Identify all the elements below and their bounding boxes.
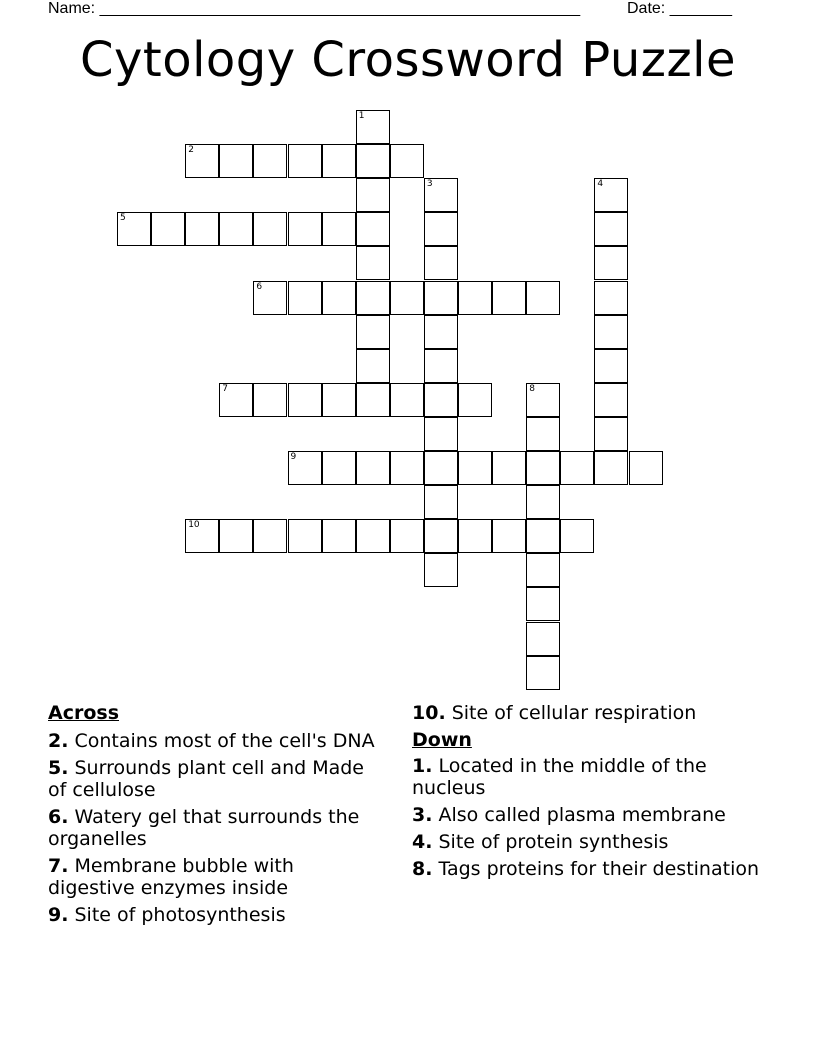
- crossword-cell[interactable]: [356, 383, 390, 417]
- date-field-label[interactable]: Date: _______: [627, 0, 732, 17]
- crossword-cell[interactable]: [526, 519, 560, 553]
- crossword-cell[interactable]: [424, 451, 458, 485]
- crossword-cell[interactable]: [390, 144, 424, 178]
- clues-column-left: [48, 702, 378, 931]
- cell-number: 1: [358, 111, 365, 121]
- crossword-cell[interactable]: [594, 281, 628, 315]
- crossword-cell[interactable]: [390, 383, 424, 417]
- crossword-cell[interactable]: [526, 451, 560, 485]
- crossword-cell[interactable]: [288, 212, 322, 246]
- crossword-cell[interactable]: [594, 383, 628, 417]
- crossword-cell[interactable]: [390, 281, 424, 315]
- crossword-cell[interactable]: [322, 451, 356, 485]
- crossword-cell[interactable]: [526, 587, 560, 621]
- cell-number: 4: [597, 179, 604, 190]
- crossword-cell[interactable]: [424, 281, 458, 315]
- crossword-cell[interactable]: [185, 144, 219, 178]
- clue-across-10: [412, 702, 762, 724]
- cell-number: 8: [529, 383, 535, 394]
- crossword-cell[interactable]: [458, 519, 492, 553]
- crossword-cell[interactable]: [288, 383, 322, 417]
- cell-number: 5: [120, 213, 126, 224]
- clue-down-1: [412, 755, 762, 799]
- cell-number: 9: [290, 452, 297, 462]
- crossword-cell[interactable]: [526, 417, 560, 451]
- crossword-cell[interactable]: [322, 144, 356, 178]
- across-heading: Across: [48, 702, 120, 724]
- cell-number: 10: [188, 520, 200, 531]
- clue-across-6: [48, 806, 378, 850]
- crossword-cell[interactable]: [288, 281, 322, 315]
- clue-text: Site of photosynthesis: [74, 904, 286, 926]
- clue-number: 6.: [48, 806, 69, 828]
- crossword-cell[interactable]: [424, 212, 458, 246]
- crossword-cell[interactable]: [594, 315, 628, 349]
- crossword-cell[interactable]: [288, 144, 322, 178]
- crossword-cell[interactable]: [253, 144, 287, 178]
- crossword-cell[interactable]: [253, 519, 287, 553]
- crossword-cell[interactable]: [390, 519, 424, 553]
- crossword-cell[interactable]: [185, 212, 219, 246]
- crossword-cell[interactable]: [356, 451, 390, 485]
- clue-across-5: [48, 757, 378, 801]
- crossword-cell[interactable]: [356, 110, 390, 144]
- clue-number: 3.: [412, 804, 433, 826]
- crossword-cell[interactable]: [526, 656, 560, 690]
- crossword-cell[interactable]: [492, 281, 526, 315]
- clue-text: Watery gel that surrounds the organelles: [48, 806, 360, 850]
- crossword-cell[interactable]: [219, 383, 253, 417]
- clue-across-7: [48, 855, 378, 899]
- crossword-cell[interactable]: [458, 451, 492, 485]
- cell-number: 2: [188, 145, 194, 156]
- crossword-cell[interactable]: [356, 178, 390, 212]
- crossword-cell[interactable]: [424, 485, 458, 519]
- crossword-cell[interactable]: [322, 383, 356, 417]
- cell-number: 7: [222, 383, 229, 394]
- crossword-cell[interactable]: [526, 281, 560, 315]
- crossword-cell[interactable]: [594, 246, 628, 280]
- crossword-cell[interactable]: [288, 519, 322, 553]
- name-field-label[interactable]: Name: ______________________________________________________: [48, 0, 581, 17]
- crossword-cell[interactable]: [424, 349, 458, 383]
- crossword-cell[interactable]: [424, 315, 458, 349]
- crossword-cell[interactable]: [356, 246, 390, 280]
- clue-text: Tags proteins for their destination: [438, 858, 760, 880]
- clue-number: 1.: [412, 755, 433, 777]
- crossword-cell[interactable]: [492, 451, 526, 485]
- crossword-cell[interactable]: [526, 553, 560, 587]
- clue-number: 5.: [48, 757, 69, 779]
- clue-text: Surrounds plant cell and Made of cellulose: [48, 757, 364, 801]
- crossword-cell[interactable]: [356, 144, 390, 178]
- clue-number: 4.: [412, 831, 433, 853]
- crossword-cell[interactable]: [424, 417, 458, 451]
- crossword-cell[interactable]: [253, 383, 287, 417]
- clues-column-right: [412, 702, 762, 885]
- crossword-cell[interactable]: [356, 315, 390, 349]
- crossword-cell[interactable]: [356, 519, 390, 553]
- clue-across-2: [48, 730, 378, 752]
- crossword-cell[interactable]: [424, 246, 458, 280]
- crossword-cell[interactable]: [560, 519, 594, 553]
- crossword-cell[interactable]: [356, 349, 390, 383]
- crossword-cell[interactable]: [458, 281, 492, 315]
- clue-across-9: [48, 904, 378, 926]
- crossword-cell[interactable]: [526, 622, 560, 656]
- clue-number: 9.: [48, 904, 69, 926]
- cell-number: 3: [426, 179, 433, 190]
- crossword-cell[interactable]: [253, 212, 287, 246]
- crossword-cell[interactable]: [424, 383, 458, 417]
- crossword-cell[interactable]: [594, 349, 628, 383]
- crossword-cell[interactable]: [356, 212, 390, 246]
- crossword-cell[interactable]: [424, 553, 458, 587]
- crossword-cell[interactable]: [288, 451, 322, 485]
- crossword-cell[interactable]: [594, 178, 628, 212]
- clue-text: Site of cellular respiration: [451, 702, 697, 724]
- crossword-cell[interactable]: [356, 281, 390, 315]
- clue-number: 7.: [48, 855, 69, 877]
- crossword-cell[interactable]: [322, 281, 356, 315]
- crossword-cell[interactable]: [492, 519, 526, 553]
- clue-text: Site of protein synthesis: [438, 831, 669, 853]
- crossword-cell[interactable]: [219, 519, 253, 553]
- clue-number: 2.: [48, 730, 69, 752]
- crossword-cell[interactable]: [424, 178, 458, 212]
- clue-text: Membrane bubble with digestive enzymes inside: [48, 855, 294, 899]
- crossword-cell[interactable]: [219, 212, 253, 246]
- down-heading: Down: [412, 729, 472, 751]
- crossword-cell[interactable]: [253, 281, 287, 315]
- crossword-cell[interactable]: [322, 519, 356, 553]
- crossword-cell[interactable]: [390, 451, 424, 485]
- crossword-cell[interactable]: [526, 485, 560, 519]
- crossword-cell[interactable]: [424, 519, 458, 553]
- crossword-cell[interactable]: [185, 519, 219, 553]
- clue-down-4: [412, 831, 762, 853]
- clue-text: Located in the middle of the nucleus: [412, 755, 707, 799]
- clue-number: 10.: [412, 702, 446, 724]
- clue-down-8: [412, 858, 762, 880]
- cell-number: 6: [256, 281, 263, 292]
- clue-down-3: [412, 804, 762, 826]
- crossword-cell[interactable]: [322, 212, 356, 246]
- crossword-cell[interactable]: [219, 144, 253, 178]
- crossword-cell[interactable]: [117, 212, 151, 246]
- clue-text: Contains most of the cell's DNA: [74, 730, 375, 752]
- crossword-cell[interactable]: [560, 451, 594, 485]
- crossword-cell[interactable]: [151, 212, 185, 246]
- crossword-cell[interactable]: [594, 417, 628, 451]
- crossword-cell[interactable]: [458, 383, 492, 417]
- crossword-cell[interactable]: [526, 383, 560, 417]
- crossword-cell[interactable]: [629, 451, 663, 485]
- crossword-cell[interactable]: [594, 451, 628, 485]
- page-title: Cytology Crossword Puzzle: [79, 32, 737, 88]
- clue-number: 8.: [412, 858, 433, 880]
- clue-text: Also called plasma membrane: [438, 804, 726, 826]
- crossword-cell[interactable]: [594, 212, 628, 246]
